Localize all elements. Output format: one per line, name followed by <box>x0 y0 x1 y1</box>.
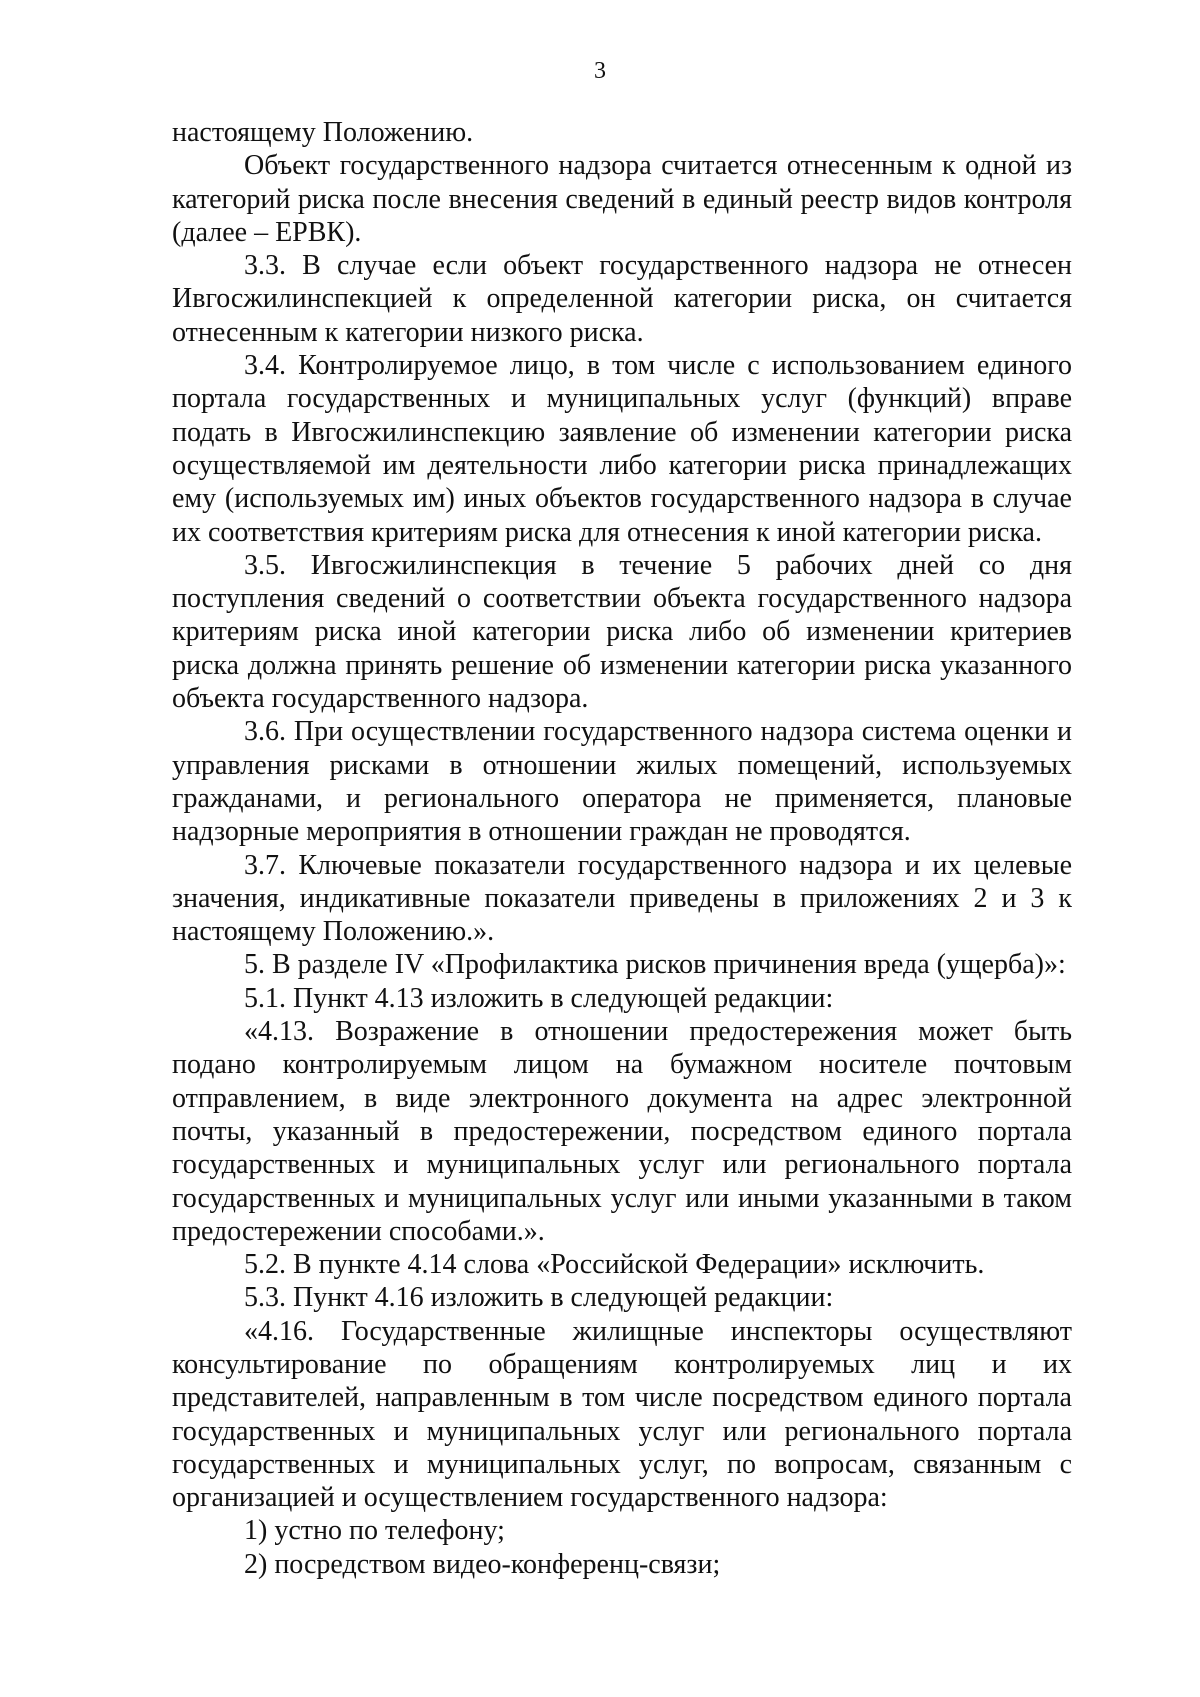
paragraph-3-7: 3.7. Ключевые показатели государственного надзора и их целевые значения, индикативные показатели приведены в приложениях 2 и 3 к настоящему Положению.». <box>172 849 1072 948</box>
paragraph-continuation: настоящему Положению. <box>172 117 474 148</box>
paragraph-erbk: Объект государственного надзора считается отнесенным к одной из категорий риска после внесения сведений в единый реестр видов контроля (далее – ЕРВК). <box>172 150 1072 248</box>
paragraph-3-5: 3.5. Ивгосжилинспекция в течение 5 рабочих дней со дня поступления сведений о соответствии объекта государственного надзора критериям риска иной категории риска либо об изменении критериев риска должна принять решение об изменении категории риска указанного объекта государственного надзора. <box>172 549 1072 715</box>
paragraph-5-1: 5.1. Пункт 4.13 изложить в следующей редакции: <box>244 982 834 1014</box>
paragraph-3-4: 3.4. Контролируемое лицо, в том числе с использованием единого портала государственных и муниципальных услуг (функций) вправе подать в Ивгосжилинспекцию заявление об изменении категории риска осуществляемой им деятельности либо категории риска принадлежащих ему (используемых им) иных объектов государственного надзора в случае их соответствия критериям риска для отнесения к иной категории риска. <box>172 350 1072 548</box>
list-item-phone: 1) устно по телефону; <box>244 1515 505 1547</box>
list-item-video: 2) посредством видео-конференц-связи; <box>244 1548 721 1580</box>
document-body <box>172 116 1072 1581</box>
paragraph-5-2: 5.2. В пункте 4.14 слова «Российской Федерации» исключить. <box>244 1249 985 1281</box>
paragraph-5-3: 5.3. Пункт 4.16 изложить в следующей редакции: <box>244 1282 834 1314</box>
paragraph-5: 5. В разделе IV «Профилактика рисков причинения вреда (ущерба)»: <box>244 949 1066 981</box>
paragraph-4-13: «4.13. Возражение в отношении предостережения может быть подано контролируемым лицом на бумажном носителе почтовым отправлением, в виде электронного документа на адрес электронной почты, указанный в предостережении, посредством единого портала государственных и муниципальных услуг или регионального портала государственных и муниципальных услуг или иными указанными в таком предостережении способами.». <box>172 1016 1072 1247</box>
paragraph-3-6: 3.6. При осуществлении государственного надзора система оценки и управления рисками в отношении жилых помещений, используемых гражданами, и регионального оператора не применяется, плановые надзорные мероприятия в отношении граждан не проводятся. <box>172 716 1072 848</box>
page-number: 3 <box>594 58 606 84</box>
paragraph-4-16: «4.16. Государственные жилищные инспекторы осуществляют консультирование по обращениям контролируемых лиц и их представителей, направленным в том числе посредством единого портала государственных и муниципальных услуг или регионального портала государственных и муниципальных услуг, по вопросам, связанным с организацией и осуществлением государственного надзора: <box>172 1315 1072 1514</box>
paragraph-3-3: 3.3. В случае если объект государственного надзора не отнесен Ивгосжилинспекцией к определенной категории риска, он считается отнесенным к категории низкого риска. <box>172 250 1072 348</box>
